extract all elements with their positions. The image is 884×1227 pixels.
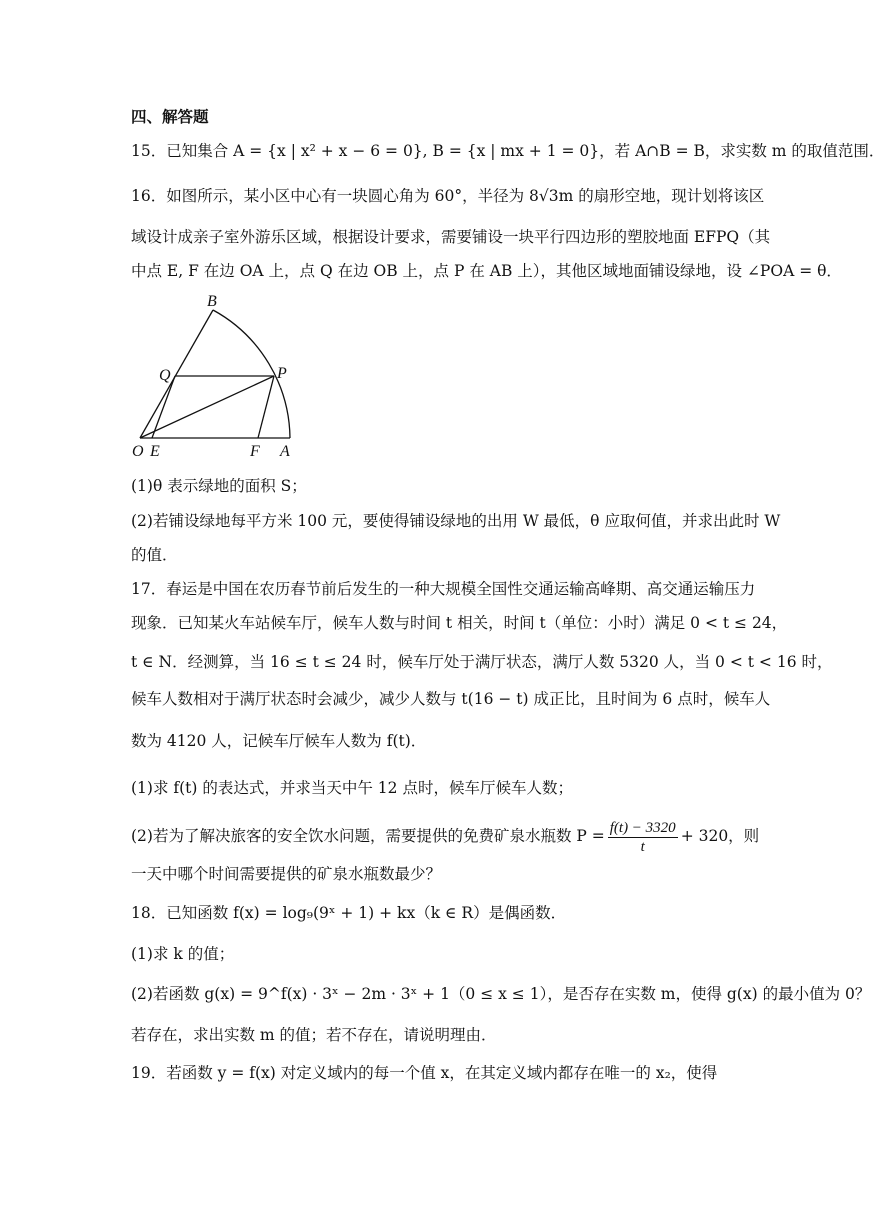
question-17-line-1: 17．春运是中国在农历春节前后发生的一种大规模全国性交通运输高峰期、高交通运输压力 bbox=[131, 580, 756, 598]
section-title: 四、解答题 bbox=[131, 108, 209, 126]
question-18-part-2-line-2: 若存在，求出实数 m 的值；若不存在，请说明理由． bbox=[131, 1026, 497, 1044]
question-16-line-3: 中点 E, F 在边 OA 上，点 Q 在边 OB 上，点 P 在 AB 上），其他区域地面铺设绿地，设 ∠POA = θ． bbox=[131, 262, 842, 280]
question-18-line-1: 18．已知函数 f(x) = log₉(9ˣ + 1) + kx（k ∈ R）是偶函数． bbox=[131, 904, 567, 922]
fraction-numerator: f(t) − 3320 bbox=[609, 819, 676, 836]
fraction-denominator: t bbox=[640, 838, 645, 855]
question-18-part-2-line-1: (2)若函数 g(x) = 9^f(x) · 3ˣ − 2m · 3ˣ + 1（0 ≤ x ≤ 1），是否存在实数 m，使得 g(x) 的最小值为 0？ bbox=[131, 985, 871, 1003]
label-a: A bbox=[280, 443, 290, 460]
question-18-part-1: (1)求 k 的值； bbox=[131, 945, 235, 963]
question-17-line-5: 数为 4120 人，记候车厅候车人数为 f(t)． bbox=[131, 732, 427, 750]
question-16-part-2-line-1: (2)若铺设绿地每平方米 100 元，要使得铺设绿地的出用 W 最低，θ 应取何值，并求出此时 W bbox=[131, 512, 781, 530]
label-f: F bbox=[250, 443, 260, 460]
question-17-line-3: t ∈ N．经测算，当 16 ≤ t ≤ 24 时，候车厅处于满厅状态，满厅人数 5320 人，当 0 < t < 16 时， bbox=[131, 653, 833, 671]
label-e: E bbox=[150, 443, 160, 460]
question-16-line-1: 16．如图所示，某小区中心有一块圆心角为 60°，半径为 8√3m 的扇形空地，现计划将该区 bbox=[131, 187, 765, 205]
label-q: Q bbox=[159, 367, 171, 384]
question-17-part-2-line-2: 一天中哪个时间需要提供的矿泉水瓶数最少？ bbox=[131, 865, 442, 883]
sector-diagram bbox=[128, 290, 306, 460]
label-o: O bbox=[132, 443, 144, 460]
question-17-line-2: 现象．已知某火车站候车厅，候车人数与时间 t 相关，时间 t（单位：小时）满足 0 < t ≤ 24， bbox=[131, 614, 788, 632]
sector-figure bbox=[128, 290, 306, 460]
question-16-line-2: 域设计成亲子室外游乐区域，根据设计要求，需要铺设一块平行四边形的塑胶地面 EFPQ（其 bbox=[131, 228, 771, 246]
label-p: P bbox=[277, 365, 287, 382]
question-17-part-1: (1)求 f(t) 的表达式，并求当天中午 12 点时，候车厅候车人数； bbox=[131, 779, 573, 797]
question-17-part-2-prefix: (2)若为了解决旅客的安全饮水问题，需要提供的免费矿泉水瓶数 P = bbox=[131, 827, 605, 845]
edge-ob bbox=[140, 310, 213, 438]
question-19-line-1: 19．若函数 y = f(x) 对定义域内的每一个值 x，在其定义域内都存在唯一的 x₂，使得 bbox=[131, 1064, 718, 1082]
edge-fp bbox=[258, 376, 274, 438]
question-17-line-4: 候车人数相对于满厅状态时会减少，减少人数与 t(16 − t) 成正比，且时间为 6 点时，候车人 bbox=[131, 690, 771, 708]
question-15-text: 15．已知集合 A = {x | x² + x − 6 = 0}, B = {x | mx + 1 = 0}，若 A∩B = B，求实数 m 的取值范围． bbox=[131, 142, 884, 160]
question-16-part-1: (1)θ 表示绿地的面积 S； bbox=[131, 477, 307, 495]
edge-op bbox=[140, 376, 274, 438]
question-17-part-2-suffix: + 320，则 bbox=[680, 827, 760, 845]
fraction-p bbox=[608, 819, 678, 856]
label-b: B bbox=[207, 293, 217, 310]
question-17-part-2-line-1 bbox=[131, 814, 760, 858]
question-16-part-2-line-2: 的值． bbox=[131, 546, 178, 564]
edge-eq bbox=[152, 376, 175, 438]
